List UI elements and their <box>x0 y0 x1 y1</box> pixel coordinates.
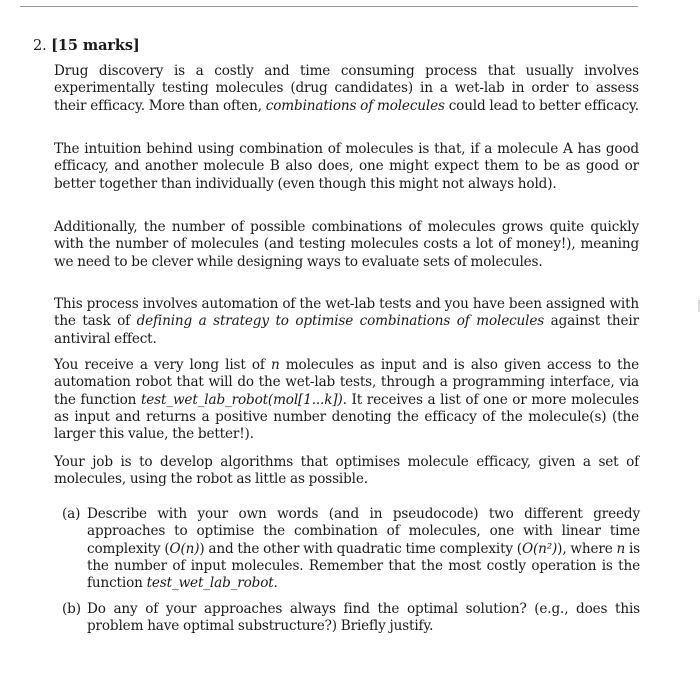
subpart-b <box>62 601 640 636</box>
paragraph-automation <box>54 296 639 348</box>
paragraph-combinations <box>54 219 639 271</box>
subpart-a-text-2: ) and the other with quadratic time complexity ( <box>199 540 522 557</box>
p5-variable-n: n <box>270 357 280 373</box>
subpart-a-label: (a) <box>62 506 81 522</box>
p4-text-2: against their antiviral effect. <box>54 313 639 347</box>
subpart-b-label: (b) <box>62 601 81 617</box>
p1-emphasis: combinations of molecules <box>265 97 445 114</box>
p2-text: The intuition behind using combination of molecules is that, if a molecule A has good efficacy, and another molecule B also does, one might expect them to be as good or better together than individually (even though this might not always hold). <box>54 141 639 192</box>
paragraph-job <box>54 454 639 489</box>
p3-text: Additionally, the number of possible combinations of molecules grows quite quickly with the number of molecules (and testing molecules costs a lot of money!), meaning we need to be clever while designing ways to evaluate sets of molecules. <box>54 219 639 270</box>
p1-text-2: could lead to better efficacy. <box>444 97 639 114</box>
subpart-a-text-3: ), where <box>557 540 617 557</box>
p4-text-1: This process involves automation of the wet-lab tests and you have been assigned with the task of <box>54 296 639 330</box>
p5-text-3: . It receives a list of one or more molecules as input and returns a positive number denoting the efficacy of the molecule(s) (the larger this value, the better!). <box>54 391 639 443</box>
subpart-a-text-1: Describe with your own words (and in pseudocode) two different greedy approaches to optimise the combination of molecules, one with linear time complexity ( <box>87 506 640 557</box>
subpart-a-variable-n: n <box>616 540 626 557</box>
subpart-b-text: Do any of your approaches always find the optimal solution? (e.g., does this problem have optimal substructure?) Briefly justify. <box>87 601 640 635</box>
paragraph-robot <box>54 357 639 443</box>
subpart-a <box>62 506 640 592</box>
p6-text: Your job is to develop algorithms that optimises molecule efficacy, given a set of molecules, using the robot as little as possible. <box>54 454 639 488</box>
p5-text-2: molecules as input and is also given access to the automation robot that will do the wet-lab tests, through a programming interface, via the function <box>54 357 639 408</box>
question-header <box>33 37 140 55</box>
subpart-a-text-4: is the number of input molecules. Remember that the most costly operation is the function <box>87 540 640 592</box>
p5-function-name: test_wet_lab_robot(mol[1...k]) <box>140 391 343 408</box>
subpart-a-function-name: test_wet_lab_robot <box>146 575 274 592</box>
subpart-a-complexity-quadratic: O(n²) <box>521 540 558 557</box>
paragraph-intro <box>54 63 639 115</box>
p5-text-1: You receive a very long list of <box>54 357 271 373</box>
question-marks: [15 marks] <box>51 37 140 54</box>
top-divider <box>20 6 638 7</box>
p1-text-1: Drug discovery is a costly and time consuming process that usually involves experimentally testing molecules (drug candidates) in a wet-lab in order to assess their efficacy. More than often, <box>54 63 639 114</box>
subpart-a-text-5: . <box>273 575 278 592</box>
paragraph-intuition <box>54 141 639 193</box>
p4-emphasis: defining a strategy to optimise combinations of molecules <box>136 313 545 330</box>
subpart-a-complexity-linear: O(n) <box>169 540 200 557</box>
question-number: 2. <box>33 38 47 54</box>
